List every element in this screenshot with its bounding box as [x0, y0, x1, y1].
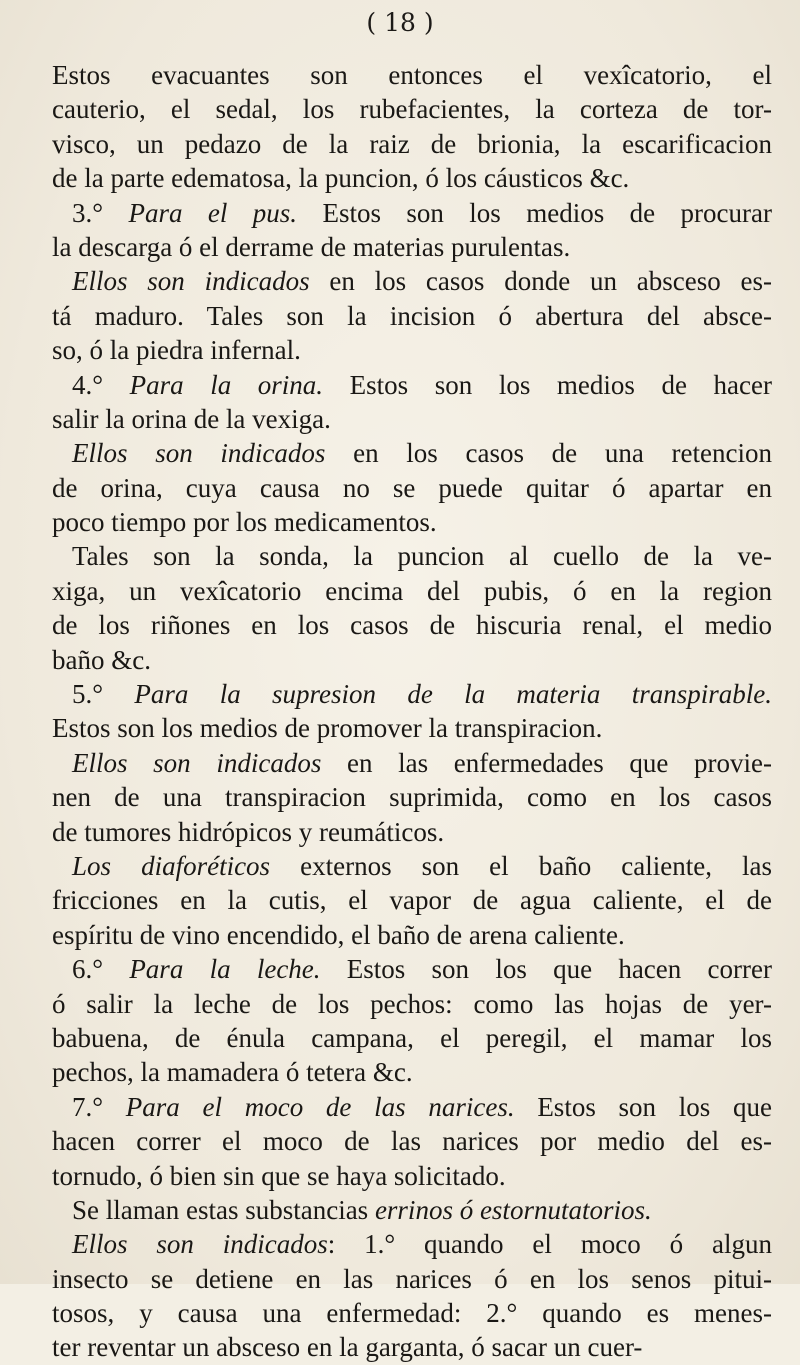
- text-run: de tumores hidrópicos y reumáticos.: [52, 816, 445, 847]
- paragraph-p7: [52, 677, 772, 746]
- italic-text: Para la supresion de la materia transpirable.: [134, 679, 772, 710]
- text-line: [52, 196, 772, 230]
- paragraph-p9: [52, 849, 772, 952]
- text-line: [52, 161, 772, 195]
- italic-text: Para la orina.: [129, 369, 324, 400]
- paragraph-p3: [52, 264, 772, 367]
- text-line: [52, 471, 772, 505]
- text-line: [52, 815, 772, 849]
- text-run: visco, un pedazo de la raiz de brionia, la escarificacion: [52, 128, 772, 159]
- text-run: espíritu de vino encendido, el baño de arena caliente.: [52, 919, 625, 950]
- text-line: [52, 849, 772, 883]
- text-line: [52, 539, 772, 573]
- text-line: [52, 608, 772, 642]
- text-run: cauterio, el sedal, los rubefacientes, la corteza de tor-: [52, 94, 772, 125]
- italic-text: Ellos son indicados: [72, 1229, 328, 1260]
- italic-text: Para el moco de las narices.: [125, 1091, 515, 1122]
- text-line: [52, 1330, 772, 1364]
- body-text: [52, 58, 772, 1365]
- text-run: de los riñones en los casos de hiscuria renal, el medio: [52, 610, 772, 641]
- text-line: [52, 780, 772, 814]
- italic-text: Para la leche.: [129, 954, 321, 985]
- text-run: : 1.° quando el moco ó algun: [327, 1229, 772, 1260]
- text-run: 3.°: [72, 197, 129, 228]
- text-run: en los casos de una retencion: [325, 438, 772, 469]
- text-run: fricciones en la cutis, el vapor de agua caliente, el de: [52, 885, 772, 916]
- italic-text: Para el pus.: [128, 197, 298, 228]
- text-run: babuena, de énula campana, el peregil, el mamar los: [52, 1022, 772, 1053]
- italic-text: Ellos son indicados: [72, 438, 326, 469]
- paragraph-p10: [52, 952, 772, 1090]
- text-run: Tales son la sonda, la puncion al cuello de la ve-: [72, 541, 772, 572]
- text-line: [52, 368, 772, 402]
- text-run: 4.°: [72, 369, 130, 400]
- text-run: Estos son los medios de hacer: [323, 369, 772, 400]
- text-line: [52, 1159, 772, 1193]
- text-run: la descarga ó el derrame de materias purulentas.: [52, 231, 571, 262]
- text-line: [52, 1021, 772, 1055]
- text-run: Se llaman estas substancias: [72, 1194, 375, 1225]
- text-line: [52, 1227, 772, 1261]
- text-run: tornudo, ó bien sin que se haya solicitado.: [52, 1160, 506, 1191]
- text-line: [52, 711, 772, 745]
- italic-text: Los diaforéticos: [72, 850, 271, 881]
- text-line: [52, 402, 772, 436]
- text-line: [52, 746, 772, 780]
- text-run: pechos, la mamadera ó tetera &c.: [52, 1057, 413, 1088]
- text-line: [52, 918, 772, 952]
- paragraph-p13: [52, 1227, 772, 1365]
- text-run: de orina, cuya causa no se puede quitar ó apartar en: [52, 472, 772, 503]
- text-run: Estos son los medios de procurar: [297, 197, 772, 228]
- text-line: [52, 1055, 772, 1089]
- text-run: nen de una transpiracion suprimida, como en los casos: [52, 782, 772, 813]
- paragraph-p1: [52, 58, 772, 196]
- page-number: ( 18 ): [366, 8, 434, 37]
- paragraph-p5: [52, 436, 772, 539]
- text-line: [52, 1090, 772, 1124]
- text-line: [52, 643, 772, 677]
- text-line: [52, 92, 772, 126]
- text-line: [52, 436, 772, 470]
- text-run: Estos evacuantes son entonces el vexîcatorio, el: [52, 60, 772, 90]
- text-line: [52, 677, 772, 711]
- text-line: [52, 127, 772, 161]
- text-line: [52, 883, 772, 917]
- text-run: Estos son los que: [514, 1091, 772, 1122]
- italic-text: Ellos son indicados: [72, 266, 310, 297]
- text-line: [52, 58, 772, 92]
- text-run: poco tiempo por los medicamentos.: [52, 507, 437, 538]
- italic-text: errinos ó estornutatorios.: [374, 1194, 652, 1225]
- text-run: tosos, y causa una enfermedad: 2.° quando es menes-: [52, 1298, 772, 1329]
- text-run: 6.°: [72, 954, 130, 985]
- text-run: en las enfermedades que provie-: [321, 747, 772, 778]
- text-run: insecto se detiene en las narices ó en los senos pitui-: [52, 1263, 772, 1294]
- text-run: ter reventar un absceso en la garganta, ó sacar un cuer-: [52, 1332, 643, 1363]
- text-line: [52, 1262, 772, 1296]
- paragraph-p2: [52, 196, 772, 265]
- text-line: [52, 264, 772, 298]
- text-run: salir la orina de la vexiga.: [52, 403, 331, 434]
- text-line: [52, 987, 772, 1021]
- paragraph-p8: [52, 746, 772, 849]
- text-line: [52, 230, 772, 264]
- paragraph-p6: [52, 539, 772, 677]
- text-line: [52, 574, 772, 608]
- text-run: 7.°: [72, 1091, 126, 1122]
- paragraph-p11: [52, 1090, 772, 1193]
- text-line: [52, 1193, 772, 1227]
- text-run: de la parte edematosa, la puncion, ó los cáusticos &c.: [52, 163, 630, 194]
- text-run: Estos son los que hacen correr: [320, 954, 772, 985]
- text-line: [52, 299, 772, 333]
- text-run: externos son el baño caliente, las: [270, 850, 772, 881]
- text-line: [52, 952, 772, 986]
- italic-text: Ellos son indicados: [72, 747, 322, 778]
- text-line: [52, 1124, 772, 1158]
- text-run: Estos son los medios de promover la transpiracion.: [52, 713, 603, 744]
- text-run: so, ó la piedra infernal.: [52, 335, 301, 366]
- paragraph-p12: [52, 1193, 772, 1227]
- text-run: baño &c.: [52, 644, 151, 675]
- text-line: [52, 333, 772, 367]
- text-run: xiga, un vexîcatorio encima del pubis, ó en la region: [52, 575, 772, 606]
- text-run: hacen correr el moco de las narices por medio del es-: [52, 1126, 772, 1157]
- text-line: [52, 505, 772, 539]
- text-line: [52, 1296, 772, 1330]
- text-run: tá maduro. Tales son la incision ó abertura del absce-: [52, 300, 772, 331]
- text-run: ó salir la leche de los pechos: como las hojas de yer-: [52, 988, 772, 1019]
- paragraph-p4: [52, 368, 772, 437]
- text-run: en los casos donde un absceso es-: [309, 266, 772, 297]
- text-run: 5.°: [72, 679, 135, 710]
